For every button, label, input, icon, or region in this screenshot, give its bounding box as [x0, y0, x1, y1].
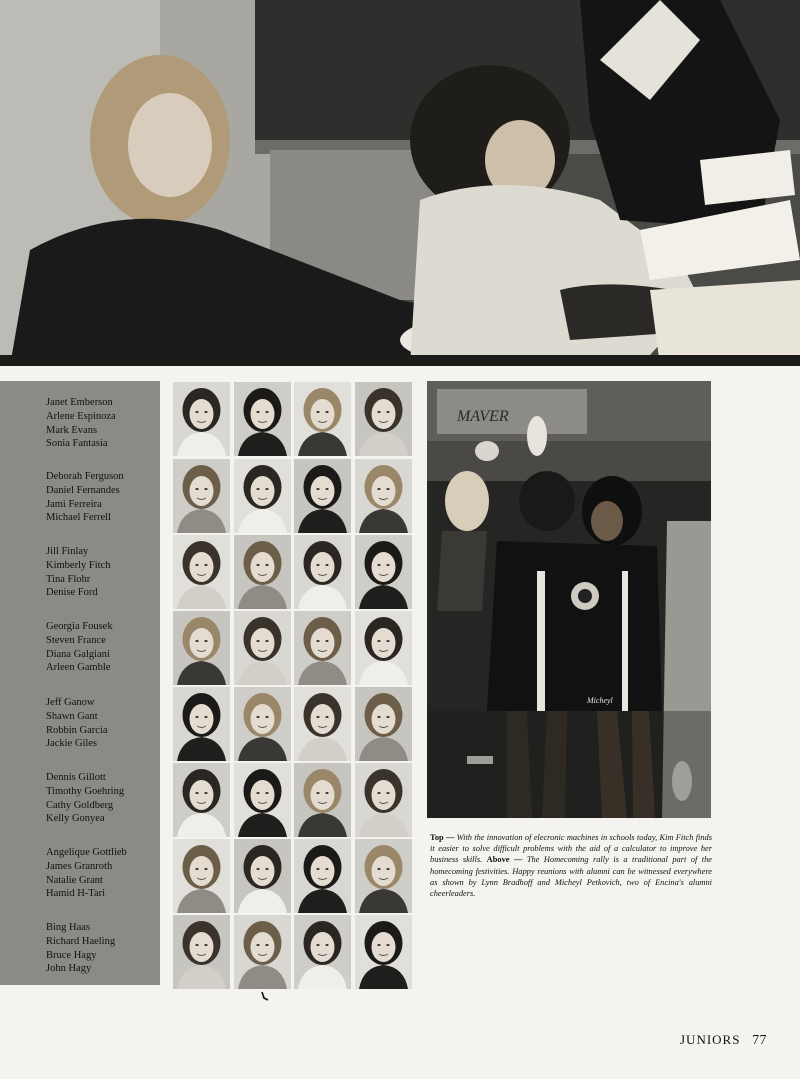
skirt-text: Micheyl: [587, 696, 613, 705]
student-name: Bruce Hagy: [46, 949, 97, 961]
student-portrait: [355, 915, 412, 989]
student-portrait: [355, 382, 412, 456]
student-portrait: [294, 459, 351, 533]
name-group: [46, 846, 127, 901]
name-group: [46, 396, 116, 451]
student-name: Diana Galgiani: [46, 648, 110, 660]
student-name: John Hagy: [46, 963, 92, 975]
caption-top-text: With the innovation of elecronic machines in schools today, Kim Fitch finds it easier to solve difficult problems with the aid of a calculator to improve her business skills.: [430, 833, 712, 865]
name-group: [46, 545, 110, 600]
student-name: Kimberly Fitch: [46, 559, 111, 571]
student-portrait: [355, 459, 412, 533]
student-name: Timothy Goehring: [46, 785, 125, 797]
student-portrait: [294, 611, 351, 685]
student-name: Dennis Gillott: [46, 772, 106, 783]
student-portrait: [173, 382, 230, 456]
names-panel: [0, 381, 160, 985]
student-name: Tina Flohr: [46, 573, 91, 585]
student-name: Arlene Espinoza: [46, 410, 116, 422]
section-title: JUNIORS: [680, 1032, 741, 1047]
page-number: 77: [752, 1032, 767, 1047]
top-photo: [0, 0, 800, 366]
student-name: Natalie Grant: [46, 874, 103, 886]
page-footer: [680, 1032, 767, 1048]
student-name: Richard Haeling: [46, 935, 116, 947]
student-name: Denise Ford: [46, 587, 98, 599]
student-portrait: [355, 763, 412, 837]
student-portrait: [355, 839, 412, 913]
rally-photo: [427, 381, 711, 818]
stray-mark: [260, 990, 270, 1004]
name-group: [46, 696, 108, 751]
student-portrait: [173, 611, 230, 685]
student-portrait: [355, 535, 412, 609]
name-group: [46, 470, 124, 525]
student-name: Shawn Gant: [46, 710, 98, 722]
student-name: Cathy Goldberg: [46, 799, 114, 811]
student-name: Bing Haas: [46, 922, 91, 933]
student-portrait: [173, 915, 230, 989]
caption-above-label: Above —: [486, 855, 523, 865]
student-portrait: [294, 763, 351, 837]
student-name: Jami Ferreira: [46, 498, 102, 510]
student-portrait: [294, 535, 351, 609]
student-name: James Granroth: [46, 860, 113, 872]
student-name: Steven France: [46, 634, 106, 646]
student-portrait: [234, 839, 291, 913]
student-name: Janet Emberson: [46, 397, 113, 408]
student-portrait: [234, 915, 291, 989]
student-name: Jill Finlay: [46, 546, 89, 557]
caption-top-label: Top —: [430, 833, 455, 842]
student-portrait: [234, 687, 291, 761]
student-name: Daniel Fernandes: [46, 484, 120, 496]
student-portrait: [234, 459, 291, 533]
name-group: [46, 921, 115, 976]
student-name: Jackie Giles: [46, 738, 98, 750]
student-portrait: [173, 687, 230, 761]
caption-above-text: The Homecoming rally is a traditional part of the homecoming festivities. Happy reunions with alumni can be witnessed everywhere as shown by Lynn Bradhoff and Micheyl Petkovich, two of Encina's alumni cheerleaders.: [430, 855, 712, 899]
student-portrait: [173, 839, 230, 913]
student-portrait: [355, 611, 412, 685]
student-portrait: [173, 535, 230, 609]
student-name: Robbin Garcia: [46, 724, 108, 736]
student-portrait: [294, 839, 351, 913]
banner-text: MAVER: [457, 408, 509, 425]
student-name: Deborah Ferguson: [46, 471, 124, 482]
student-portrait: [173, 763, 230, 837]
student-name: Mark Evans: [46, 424, 98, 436]
student-portrait: [234, 763, 291, 837]
student-portrait: [234, 535, 291, 609]
student-name: Jeff Ganow: [46, 697, 95, 708]
student-portrait: [294, 382, 351, 456]
student-portrait: [294, 687, 351, 761]
name-group: [46, 620, 113, 675]
student-portrait: [355, 687, 412, 761]
name-group: [46, 771, 124, 826]
student-name: Arleen Gamble: [46, 662, 111, 674]
student-name: Kelly Gonyea: [46, 813, 105, 825]
student-portrait: [234, 611, 291, 685]
student-portrait: [294, 915, 351, 989]
student-name: Georgia Fousek: [46, 621, 113, 632]
student-portrait: [234, 382, 291, 456]
student-name: Hamid H-Tari: [46, 888, 106, 900]
student-name: Michael Ferrell: [46, 512, 112, 524]
student-name: Sonia Fantasia: [46, 438, 108, 450]
photo-caption: [430, 832, 712, 899]
student-name: Angelique Gottlieb: [46, 847, 127, 858]
student-portrait: [173, 459, 230, 533]
